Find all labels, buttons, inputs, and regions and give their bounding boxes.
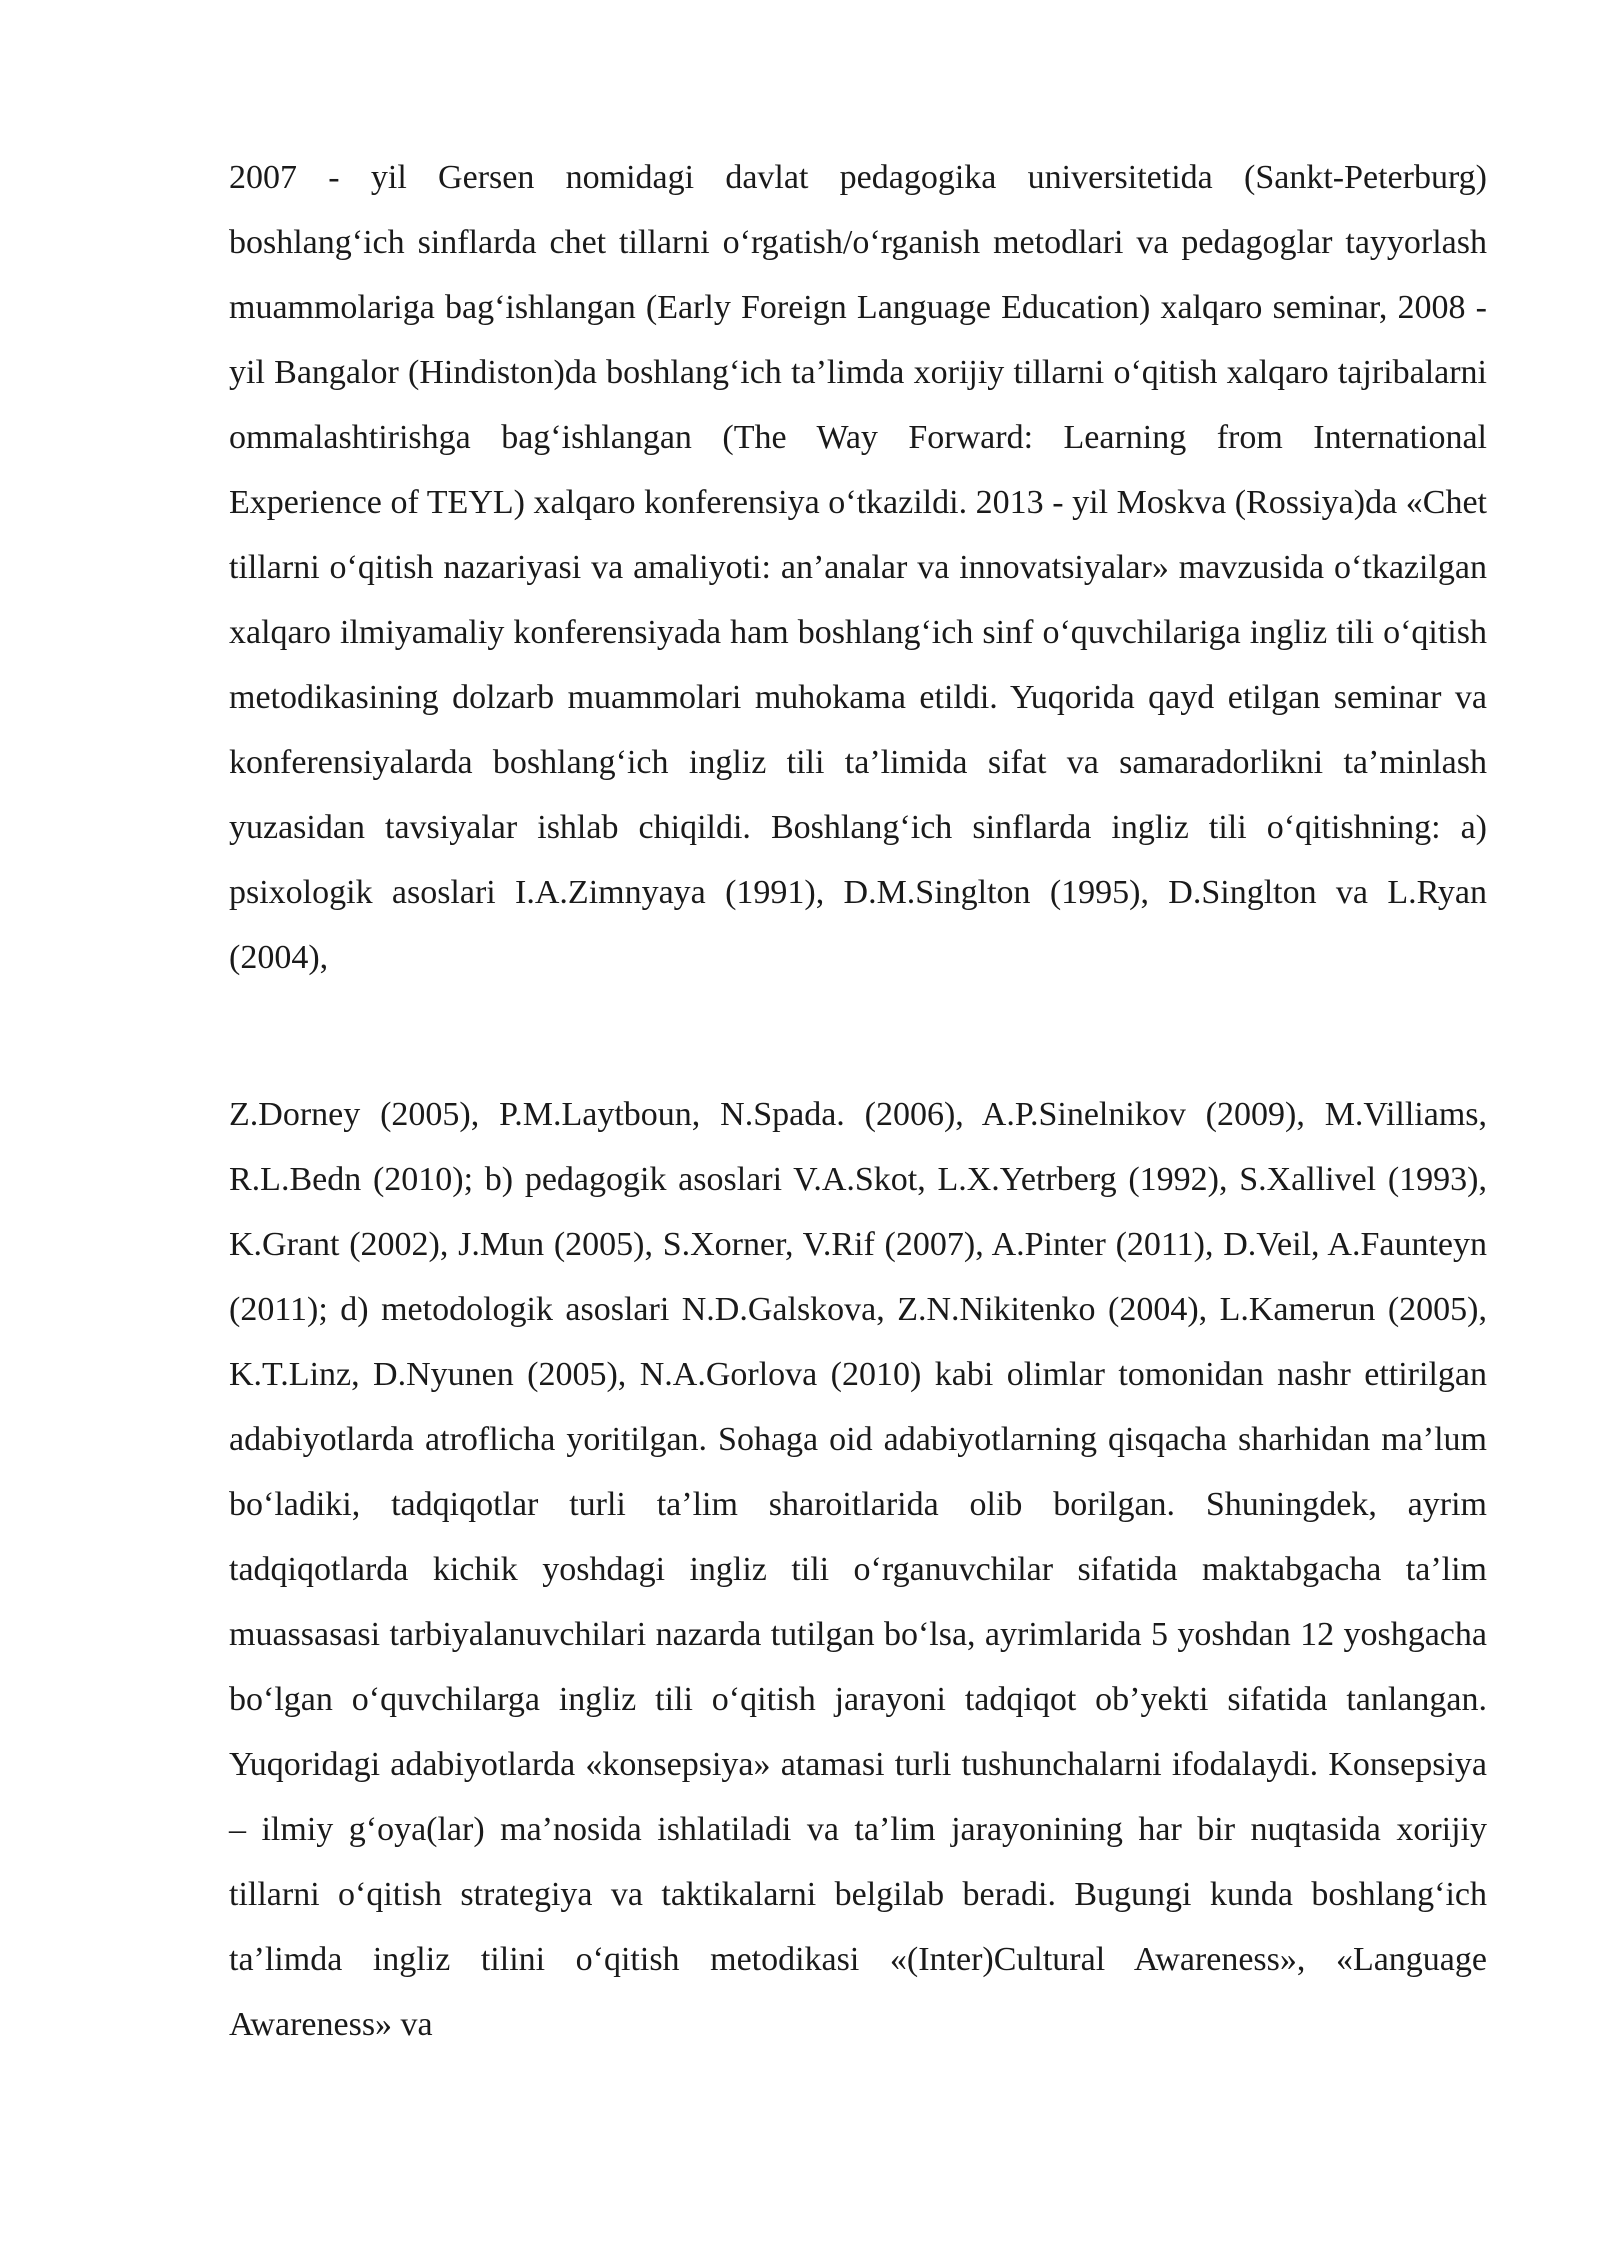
body-paragraph: 2007 - yil Gersen nomidagi davlat pedagogika universitetida (Sankt-Peterburg) boshlang‘ich sinflarda chet tillarni o‘rgatish/o‘rganish metodlari va pedagoglar tayyorlash muammolariga bag‘ishlangan (Early Foreign Language Education) xalqaro seminar, 2008 - yil Bangalor (Hindiston)da boshlang‘ich ta’limda xorijiy tillarni o‘qitish xalqaro tajribalarni ommalashtirishga bag‘ishlangan (The Way Forward: Learning from International Experience of TEYL) xalqaro konferensiya o‘tkazildi. 2013 - yil Moskva (Rossiya)da «Chet tillarni o‘qitish nazariyasi va amaliyoti: an’analar va innovatsiyalar» mavzusida o‘tkazilgan xalqaro ilmiyamaliy konferensiyada ham boshlang‘ich sinf o‘quvchilariga ingliz tili o‘qitish metodikasining dolzarb muammolari muhokama etildi. Yuqorida qayd etilgan seminar va konferensiyalarda boshlang‘ich ingliz tili ta’limida sifat va samaradorlikni ta’minlash yuzasidan tavsiyalar ishlab chiqildi. Boshlang‘ich sinflarda ingliz tili o‘qitishning: a) psixologik asoslari I.A.Zimnyaya (1991), D.M.Singlton (1995), D.Singlton va L.Ryan (2004),: [229, 159, 1487, 976]
body-paragraph: Z.Dorney (2005), P.M.Laytboun, N.Spada. (2006), A.P.Sinelnikov (2009), M.Villiams, R.L.Bedn (2010); b) pedagogik asoslari V.A.Skot, L.X.Yetrberg (1992), S.Xallivel (1993), K.Grant (2002), J.Mun (2005), S.Xorner, V.Rif (2007), A.Pinter (2011), D.Veil, A.Faunteyn (2011); d) metodologik asoslari N.D.Galskova, Z.N.Nikitenko (2004), L.Kamerun (2005), K.T.Linz, D.Nyunen (2005), N.A.Gorlova (2010) kabi olimlar tomonidan nashr ettirilgan adabiyotlarda atroflicha yoritilgan. Sohaga oid adabiyotlarning qisqacha sharhidan ma’lum bo‘ladiki, tadqiqotlar turli ta’lim sharoitlarida olib borilgan. Shuningdek, ayrim tadqiqotlarda kichik yoshdagi ingliz tili o‘rganuvchilar sifatida maktabgacha ta’lim muassasasi tarbiyalanuvchilari nazarda tutilgan bo‘lsa, ayrimlarida 5 yoshdan 12 yoshgacha bo‘lgan o‘quvchilarga ingliz tili o‘qitish jarayoni tadqiqot ob’yekti sifatida tanlangan. Yuqoridagi adabiyotlarda «konsepsiya» atamasi turli tushunchalarni ifodalaydi. Konsepsiya – ilmiy g‘oya(lar) ma’nosida ishlatiladi va ta’lim jarayonining har bir nuqtasida xorijiy tillarni o‘qitish strategiya va taktikalarni belgilab beradi. Bugungi kunda boshlang‘ich ta’limda ingliz tilini o‘qitish metodikasi «(Inter)Cultural Awareness», «Language Awareness» va: [229, 1096, 1487, 2043]
